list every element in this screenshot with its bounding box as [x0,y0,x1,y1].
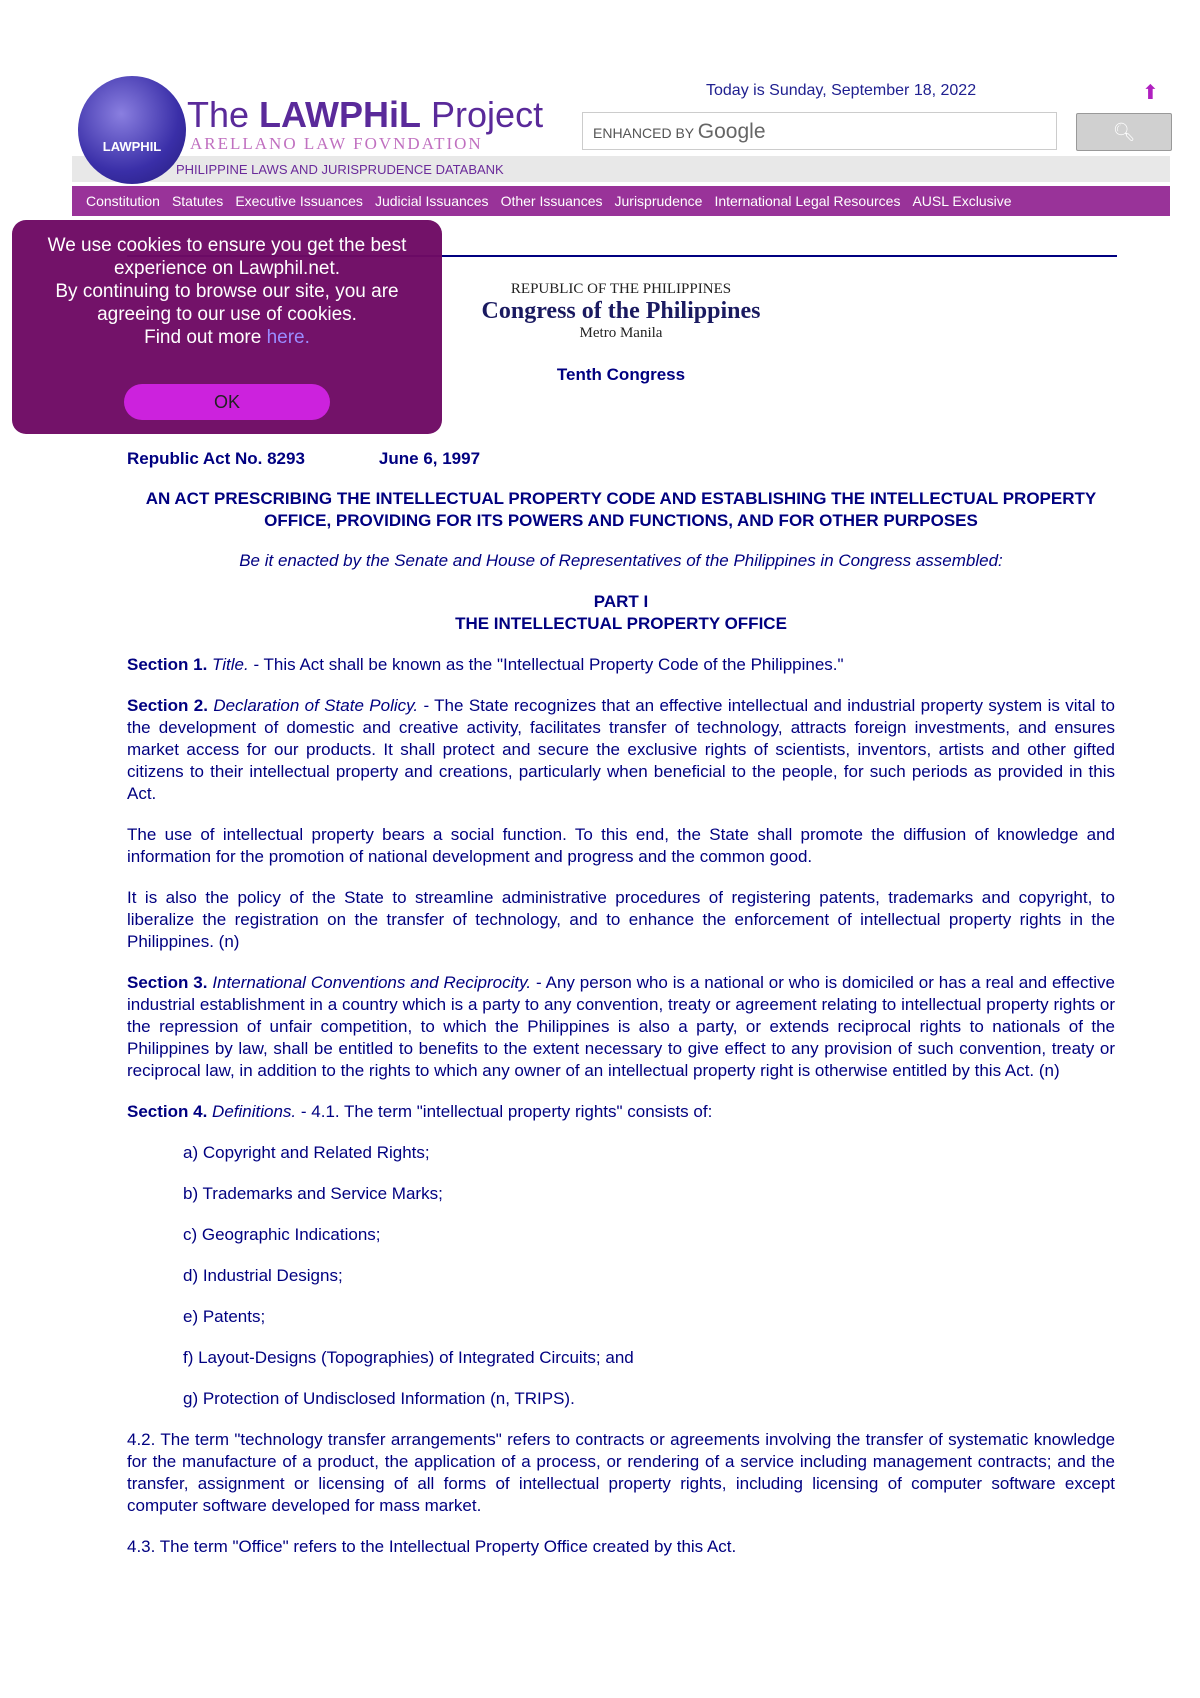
part-title: THE INTELLECTUAL PROPERTY OFFICE [455,614,787,633]
site-title[interactable]: The LAWPHiL Project [187,94,544,135]
list-item: e) Patents; [183,1307,266,1326]
cookie-message: We use cookies to ensure you get the best experience on Lawphil.net. [47,235,407,279]
section-4-3: 4.3. The term "Office" refers to the Intellectual Property Office created by this Act. [127,1537,737,1556]
nav-constitution[interactable]: Constitution [86,193,160,209]
nav-executive-issuances[interactable]: Executive Issuances [235,193,363,209]
cookie-message-2: By continuing to browse our site, you are agreeing to our use of cookies. [55,281,399,325]
foundation-name: ARELLANO LAW FOVNDATION [190,134,483,153]
databank-tagline: PHILIPPINE LAWS AND JURISPRUDENCE DATABANK [176,162,504,177]
search-icon: 🔍︎ [1112,122,1136,142]
section-3: Section 3. International Conventions and Reciprocity. - Any person who is a national or who is domiciled or has a real and effective industrial establishment in a country which is a party to any convention, treaty or agreement relating to intellectual property rights or the repression of unfair competition, to which the Philippines is also a party, or extends reciprocal rights to nationals of the Philippines by law, shall be entitled to benefits to the extent necessary to give effect to any provision of such convention, treaty or reciprocal law, in addition to the rights to which any owner of an intellectual property right is otherwise entitled by this Act. (n) [127,973,1115,1080]
section-4-2: 4.2. The term "technology transfer arrangements" refers to contracts or agreements involving the transfer of systematic knowledge for the manufacture of a product, the application of a process, or rendering of a service including management contracts; and the transfer, assignment or licensing of all forms of intellectual property rights, including licensing of computer software except computer software developed for mass market. [127,1430,1115,1515]
list-item: d) Industrial Designs; [183,1266,343,1285]
lawphil-logo[interactable]: LAWPHIL [78,76,186,184]
list-item: b) Trademarks and Service Marks; [183,1184,443,1203]
home-icon[interactable]: ⬆ [1142,82,1159,104]
act-title: AN ACT PRESCRIBING THE INTELLECTUAL PROPERTY CODE AND ESTABLISHING THE INTELLECTUAL PROPERTY OFFICE, PROVIDING FOR ITS POWERS AND FUNCTIONS, AND FOR OTHER PURPOSES [145,489,1097,530]
nav-statutes[interactable]: Statutes [171,193,224,209]
section-2-para-2: The use of intellectual property bears a social function. To this end, the State shall promote the diffusion of knowledge and information for the promotion of national development and progress and the common good. [127,825,1115,866]
congress-heading: Congress of the Philippines [481,298,761,324]
nav-jurisprudence[interactable]: Jurisprudence [614,193,703,209]
document-body [127,280,1115,1577]
location: Metro Manila [579,325,663,341]
search-input[interactable]: ENHANCED BY Google [582,112,1057,150]
republic-heading: REPUBLIC OF THE PHILIPPINES [510,281,732,297]
search-button[interactable] [1076,113,1172,151]
cookie-ok-button[interactable]: OK [124,384,330,420]
nav-judicial-issuances[interactable]: Judicial Issuances [374,193,489,209]
act-header: Republic Act No. 8293 June 6, 1997 [127,449,481,468]
part-number: PART I [593,592,649,611]
list-item: c) Geographic Indications; [183,1225,381,1244]
list-item: a) Copyright and Related Rights; [183,1143,430,1162]
congress-session: Tenth Congress [556,365,686,384]
nav-other-issuances[interactable]: Other Issuances [500,193,603,209]
nav-international-legal-resources[interactable]: International Legal Resources [714,193,901,209]
section-2-para-3: It is also the policy of the State to streamline administrative procedures of registering patents, trademarks and copyright, to liberalize the registration on the transfer of technology, and to enhance the enforcement of intellectual property rights in the Philippines. (n) [127,888,1115,951]
cookie-more: Find out more here. [144,327,310,348]
list-item: f) Layout-Designs (Topographies) of Integrated Circuits; and [183,1348,634,1367]
site-header [72,72,1170,216]
today-date: Today is Sunday, September 18, 2022 [706,82,977,99]
main-nav [72,186,1170,216]
section-1: Section 1. Title. - This Act shall be known as the "Intellectual Property Code of the Philippines." [127,655,844,674]
section-2: Section 2. Declaration of State Policy. - The State recognizes that an effective intellectual and industrial property system is vital to the development of domestic and creative activity, facilitates transfer of technology, attracts foreign investments, and ensures market access for our products. It shall protect and secure the exclusive rights of scientists, inventors, artists and other gifted citizens to their intellectual property and creations, particularly when beneficial to the people, for such periods as provided in this Act. [127,696,1115,803]
enacting-clause: Be it enacted by the Senate and House of Representatives of the Philippines in Congress assembled: [239,551,1003,570]
nav-ausl-exclusive[interactable]: AUSL Exclusive [912,193,1012,209]
section-4: Section 4. Definitions. - 4.1. The term "intellectual property rights" consists of: [127,1102,713,1121]
list-item: g) Protection of Undisclosed Information (n, TRIPS). [183,1389,575,1408]
cookie-consent-dialog [12,220,442,434]
cookie-policy-link[interactable]: here. [266,327,310,348]
